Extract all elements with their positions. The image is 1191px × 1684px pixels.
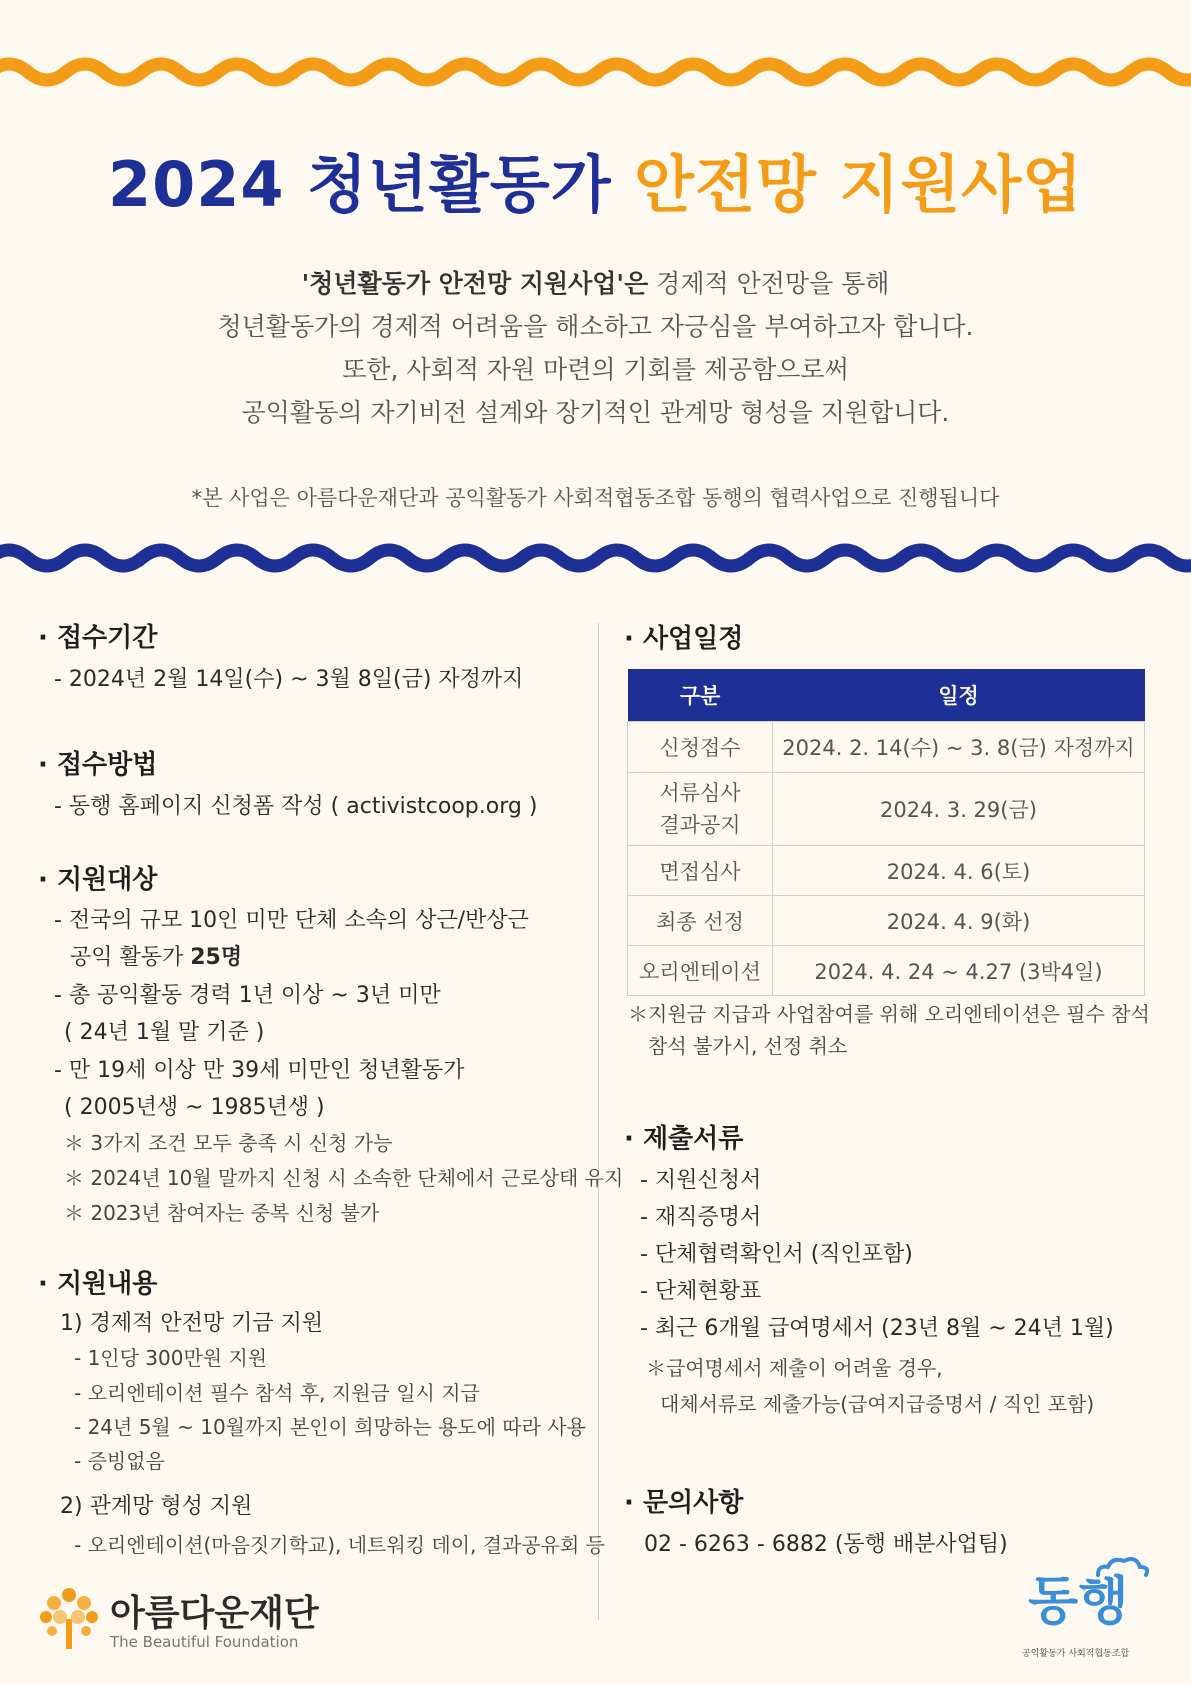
method-text: - 동행 홈페이지 신청폼 작성 ( activistcoop.org ): [54, 794, 538, 819]
beautiful-foundation-logo: [36, 1585, 319, 1655]
target-line-2a: 공익 활동가: [70, 945, 191, 970]
target-note-1: ＊ 3가지 조건 모두 충족 시 신청 가능: [64, 1131, 393, 1155]
target-line-5: - 만 19세 이상 만 39세 미만인 청년활동가: [54, 1058, 465, 1083]
table-header-schedule: 일정: [773, 669, 1145, 722]
method-heading: · 접수방법: [38, 744, 157, 781]
title-part-2: 안전망 지원사업: [634, 148, 1084, 221]
row-value: 2024. 4. 9(화): [773, 896, 1145, 946]
page-title: [0, 145, 1191, 225]
document-item-4: - 단체현황표: [640, 1279, 762, 1304]
target-line-2: [70, 940, 242, 971]
target-heading: · 지원대상: [38, 859, 157, 896]
beautiful-foundation-name: 아름다운재단: [110, 1593, 319, 1634]
row-label: 면접심사: [628, 846, 773, 896]
target-note-3: ＊ 2023년 참여자는 중복 신청 불가: [64, 1201, 380, 1225]
content-sub-2a: - 오리엔테이션(마음짓기학교), 네트워킹 데이, 결과공유회 등: [74, 1533, 606, 1557]
row-label: 최종 선정: [628, 896, 773, 946]
table-row: [628, 896, 1145, 946]
donghaeng-name: 동행: [1028, 1572, 1129, 1632]
content-sub-2: 2) 관계망 형성 지원: [60, 1494, 253, 1519]
document-item-2: - 재직증명서: [640, 1205, 762, 1230]
table-header-category: 구분: [628, 669, 773, 722]
table-row: [628, 773, 1145, 846]
row-label-line-2: 결과공지: [659, 813, 741, 837]
title-part-1: 2024 청년활동가: [107, 148, 612, 221]
documents-note-2: 대체서류로 제출가능(급여지급증명서 / 직인 포함): [660, 1392, 1095, 1416]
row-label-line-1: 서류심사: [659, 781, 741, 805]
table-row: [628, 846, 1145, 896]
row-value: 2024. 3. 29(금): [773, 773, 1145, 846]
content-heading: · 지원내용: [38, 1263, 157, 1300]
table-row: [628, 946, 1145, 996]
middle-wave-decoration: [0, 534, 1191, 582]
schedule-note-1: ＊지원금 지급과 사업참여를 위해 오리엔테이션은 필수 참석: [628, 1002, 1150, 1026]
row-label: [628, 773, 773, 846]
schedule-table: [627, 669, 1145, 996]
target-note-2: ＊ 2024년 10월 말까지 신청 시 소속한 단체에서 근로상태 유지: [64, 1166, 624, 1190]
intro-line1-rest: 경제적 안전망을 통해: [648, 269, 890, 298]
target-line-3: - 총 공익활동 경력 1년 이상 ~ 3년 미만: [54, 983, 441, 1008]
content-sub-1c: - 24년 5월 ~ 10월까지 본인이 희망하는 용도에 따라 사용: [74, 1415, 586, 1439]
top-wave-decoration: [0, 48, 1191, 96]
document-item-3: - 단체협력확인서 (직인포함): [640, 1242, 913, 1267]
contact-text: 02 - 6263 - 6882 (동행 배분사업팀): [644, 1532, 1008, 1557]
content-sub-1b: - 오리엔테이션 필수 참석 후, 지원금 일시 지급: [74, 1381, 480, 1405]
row-value: 2024. 2. 14(수) ~ 3. 8(금) 자정까지: [773, 722, 1145, 773]
table-header-row: [628, 669, 1145, 722]
row-value: 2024. 4. 24 ~ 4.27 (3박4일): [773, 946, 1145, 996]
period-heading: · 접수기간: [38, 617, 157, 654]
intro-line3: 또한, 사회적 자원 마련의 기회를 제공함으로써: [342, 355, 849, 384]
partnership-note: *본 사업은 아름다운재단과 공익활동가 사회적협동조합 동행의 협력사업으로 진행됩니다: [191, 486, 1000, 510]
content-sub-1a: - 1인당 300만원 지원: [74, 1346, 268, 1370]
content-sub-1d: - 증빙없음: [74, 1449, 165, 1473]
column-divider: [598, 623, 599, 1620]
target-count: 25명: [190, 945, 243, 970]
table-row: [628, 722, 1145, 773]
document-item-5: - 최근 6개월 급여명세서 (23년 8월 ~ 24년 1월): [640, 1316, 1114, 1341]
target-line-4: ( 24년 1월 말 기준 ): [64, 1020, 265, 1045]
donghaeng-logo: [1020, 1555, 1160, 1665]
target-line-1: - 전국의 규모 10인 미만 단체 소속의 상근/반상근: [54, 908, 529, 933]
period-text: - 2024년 2월 14일(수) ~ 3월 8일(금) 자정까지: [54, 667, 524, 692]
schedule-heading: · 사업일정: [624, 618, 743, 655]
target-line-6: ( 2005년생 ~ 1985년생 ): [64, 1095, 325, 1120]
schedule-note-2: 참석 불가시, 선정 취소: [648, 1034, 848, 1058]
row-label: 오리엔테이션: [628, 946, 773, 996]
intro-lead-quote: '청년활동가 안전망 지원사업'은: [301, 269, 649, 298]
content-sub-1: 1) 경제적 안전망 기금 지원: [60, 1311, 324, 1336]
intro-line2: 청년활동가의 경제적 어려움을 해소하고 자긍심을 부여하고자 합니다.: [217, 312, 974, 341]
contact-heading: · 문의사항: [624, 1482, 743, 1519]
row-label: 신청접수: [628, 722, 773, 773]
document-item-1: - 지원신청서: [640, 1168, 762, 1193]
intro-line4: 공익활동의 자기비전 설계와 장기적인 관계망 형성을 지원합니다.: [241, 398, 950, 427]
documents-note-1: ＊급여명세서 제출이 어려울 경우,: [646, 1356, 943, 1380]
donghaeng-sub: 공익활동가 사회적협동조합: [1022, 1649, 1130, 1659]
tree-icon: [36, 1585, 102, 1651]
row-value: 2024. 4. 6(토): [773, 846, 1145, 896]
documents-heading: · 제출서류: [624, 1118, 743, 1155]
intro-paragraph: [0, 262, 1191, 434]
beautiful-foundation-sub: The Beautiful Foundation: [110, 1633, 299, 1651]
